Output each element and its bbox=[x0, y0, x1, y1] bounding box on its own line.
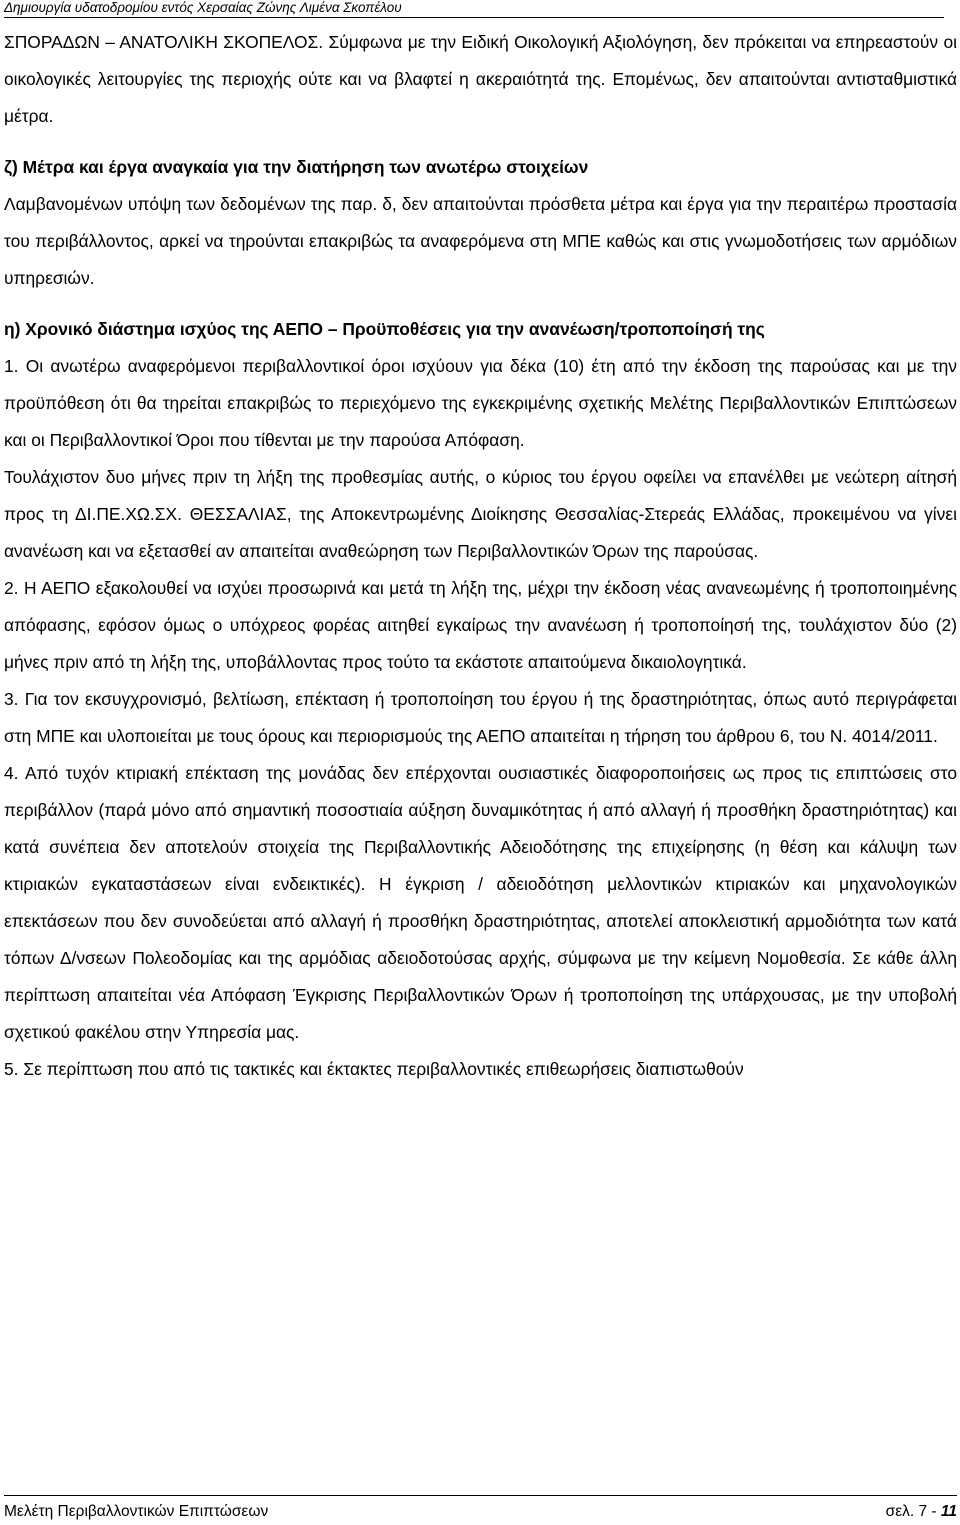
section-h-item-1: 1. Οι ανωτέρω αναφερόμενοι περιβαλλοντικοί όροι ισχύουν για δέκα (10) έτη από την έκδοση της παρούσας και με την προϋπόθεση ότι θα τηρείται επακριβώς το περιεχόμενο της εγκεκριμένης σχετικής Μελέτης Περιβαλλοντικών Επιπτώσεων και οι Περιβαλλοντικοί Όροι που τίθενται με την παρούσα Απόφαση. bbox=[4, 356, 957, 450]
page-prefix: σελ. bbox=[885, 1503, 919, 1520]
section-h-item-4: 4. Από τυχόν κτιριακή επέκταση της μονάδας δεν επέρχονται ουσιαστικές διαφοροποιήσεις ως προς τις επιπτώσεις στο περιβάλλον (παρά μόνο από σημαντική ποσοστιαία αύξηση δυναμικότητας ή από αλλαγή ή προσθήκη δραστηριότητας) και κατά συνέπεια δεν αποτελούν στοιχεία της Περιβαλλοντικής Αδειοδότησης της επιχείρησης (η θέση και κάλυψη των κτιριακών εγκαταστάσεων είναι ενδεικτικές). Η έγκριση / αδειοδότηση μελλοντικών κτιριακών και μηχανολογικών επεκτάσεων που δεν συνοδεύεται από αλλαγή ή προσθήκη δραστηριότητας, αποτελεί αποκλειστική αρμοδιότητα των κατά τόπων Δ/νσεων Πολεοδομίας και της αρμόδιας αδειοδοτούσας αρχής, σύμφωνα με την κείμενη Νομοθεσία. Σε κάθε άλλη περίπτωση απαιτείται νέα Απόφαση Έγκρισης Περιβαλλοντικών Όρων ή τροποποίηση της υπάρχουσας, με την υποβολή σχετικού φακέλου στην Υπηρεσία μας. bbox=[4, 763, 957, 1042]
section-h-heading: η) Χρονικό διάστημα ισχύος της ΑΕΠΟ – Προϋποθέσεις για την ανανέωση/τροποποίησή της bbox=[4, 319, 765, 339]
footer-document-title: Μελέτη Περιβαλλοντικών Επιπτώσεων bbox=[4, 1503, 269, 1520]
page-header bbox=[4, 0, 944, 18]
document-body bbox=[4, 24, 957, 1088]
page-total: 11 bbox=[940, 1503, 957, 1520]
page-separator: - bbox=[927, 1503, 941, 1520]
section-h-item-5: 5. Σε περίπτωση που από τις τακτικές και έκτακτες περιβαλλοντικές επιθεωρήσεις διαπιστωθούν bbox=[4, 1059, 744, 1079]
page-current: 7 bbox=[918, 1503, 928, 1520]
intro-paragraph: ΣΠΟΡΑΔΩΝ – ΑΝΑΤΟΛΙΚΗ ΣΚΟΠΕΛΟΣ. Σύμφωνα με την Ειδική Οικολογική Αξιολόγηση, δεν πρόκειται να επηρεαστούν οι οικολογικές λειτουργίες της περιοχής ούτε και να βλαφτεί η ακεραιότητά της. Επομένως, δεν απαιτούνται αντισταθμιστικά μέτρα. bbox=[4, 32, 957, 126]
header-title: Δημιουργία υδατοδρομίου εντός Χερσαίας Ζώνης Λιμένα Σκοπέλου bbox=[4, 0, 402, 15]
page-number bbox=[886, 1502, 957, 1522]
page-footer bbox=[4, 1495, 957, 1520]
section-h-item-2: 2. Η ΑΕΠΟ εξακολουθεί να ισχύει προσωρινά και μετά τη λήξη της, μέχρι την έκδοση νέας ανανεωμένης ή τροποποιημένης απόφασης, εφόσον όμως ο υπόχρεος φορέας αιτηθεί εγκαίρως την ανανέωση ή τροποποίησή της, τουλάχιστον δύο (2) μήνες πριν από τη λήξη της, υποβάλλοντας προς τούτο τα εκάστοτε απαιτούμενα δικαιολογητικά. bbox=[4, 578, 957, 672]
section-z-text: Λαμβανομένων υπόψη των δεδομένων της παρ. δ, δεν απαιτούνται πρόσθετα μέτρα και έργα για την περαιτέρω προστασία του περιβάλλοντος, αρκεί να τηρούνται επακριβώς τα αναφερόμενα στη ΜΠΕ καθώς και στις γνωμοδοτήσεις των αρμόδιων υπηρεσιών. bbox=[4, 194, 957, 288]
section-h-item-1-continuation: Τουλάχιστον δυο μήνες πριν τη λήξη της προθεσμίας αυτής, ο κύριος του έργου οφείλει να επανέλθει με νεώτερη αίτησή προς τη ΔΙ.ΠΕ.ΧΩ.ΣΧ. ΘΕΣΣΑΛΙΑΣ, της Αποκεντρωμένης Διοίκησης Θεσσαλίας-Στερεάς Ελλάδας, προκειμένου να γίνει ανανέωση και να εξετασθεί αν απαιτείται αναθεώρηση των Περιβαλλοντικών Όρων της παρούσας. bbox=[4, 467, 957, 561]
section-h-item-3: 3. Για τον εκσυγχρονισμό, βελτίωση, επέκταση ή τροποποίηση του έργου ή της δραστηριότητας, όπως αυτό περιγράφεται στη ΜΠΕ και υλοποιείται με τους όρους και περιορισμούς της ΑΕΠΟ απαιτείται η τήρηση του άρθρου 6, του Ν. 4014/2011. bbox=[4, 689, 957, 746]
section-z-heading: ζ) Μέτρα και έργα αναγκαία για την διατήρηση των ανωτέρω στοιχείων bbox=[4, 157, 589, 177]
